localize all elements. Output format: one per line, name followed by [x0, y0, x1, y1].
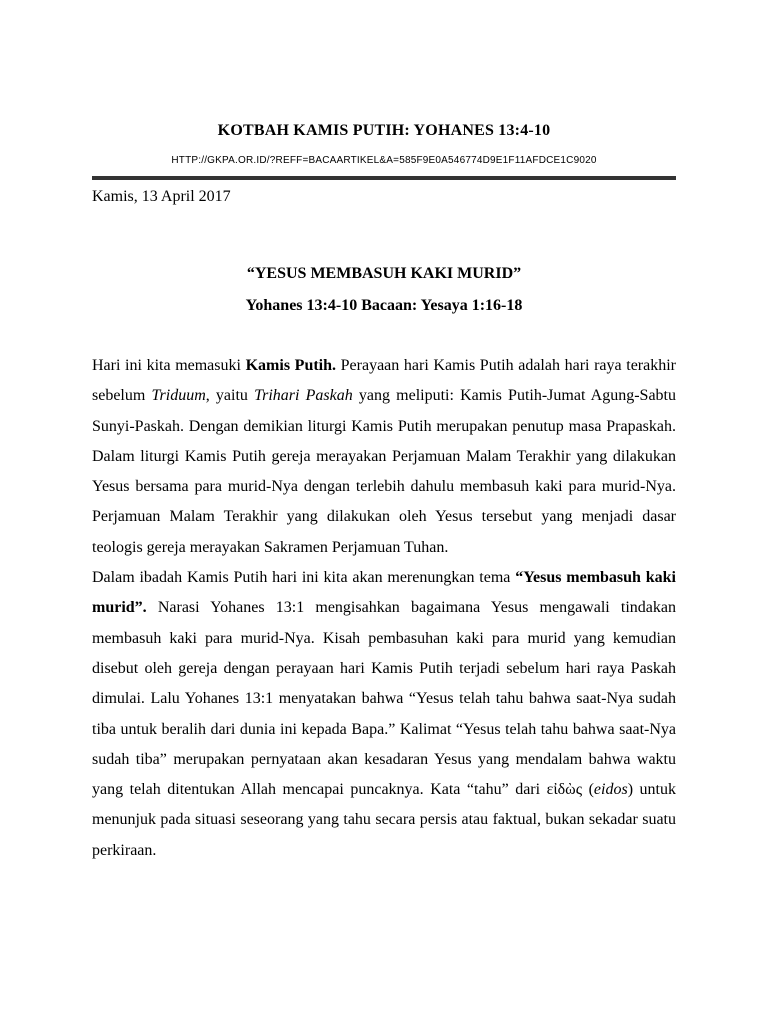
sermon-subtitle: Yohanes 13:4-10 Bacaan: Yesaya 1:16-18 — [245, 297, 523, 314]
text-run: yang meliputi: Kamis Putih-Jumat Agung-Sabtu Sunyi-Paskah. Dengan demikian liturgi Kamis Putih merupakan penutup masa Prapaskah. Dalam liturgi Kamis Putih gereja merayakan Perjamuan Malam Terakhir yang dilakukan Yesus bersama para murid-Nya dengan terlebih dahulu membasuh kaki para murid-Nya. Perjamuan Malam Terakhir yang dilakukan oleh Yesus tersebut yang menjadi dasar teologis gereja merayakan Sakramen Perjamuan Tuhan. — [92, 387, 677, 556]
text-run: ) untuk menunjuk pada situasi seseorang yang tahu secara persis atau faktual, bukan sekadar suatu perkiraan. — [92, 781, 676, 859]
text-run: , yaitu — [205, 387, 255, 405]
source-url[interactable]: HTTP://GKPA.OR.ID/?REFF=BACAARTIKEL&A=585F9E0A546774D9E1F11AFDCE1C9020 — [171, 155, 597, 166]
text-run: Dalam ibadah Kamis Putih hari ini kita akan merenungkan tema — [92, 569, 516, 587]
bold-run: Kamis Putih. — [245, 357, 337, 374]
sermon-date: Kamis, 13 April 2017 — [92, 188, 231, 205]
document-title: KOTBAH KAMIS PUTIH: YOHANES 13:4-10 — [217, 122, 551, 139]
header-divider — [92, 176, 676, 180]
italic-run: eidos — [593, 781, 628, 799]
italic-run: Trihari Paskah — [254, 387, 353, 405]
text-run: Hari ini kita memasuki — [92, 357, 246, 374]
italic-run: Triduum — [151, 387, 206, 405]
sermon-body — [92, 351, 676, 866]
text-run: Narasi Yohanes 13:1 mengisahkan bagaimana Yesus mengawali tindakan membasuh kaki para murid-Nya. Kisah pembasuhan kaki para murid yang kemudian disebut oleh gereja dengan perayaan hari Kamis Putih terjadi sebelum hari raya Paskah dimulai. Lalu Yohanes 13:1 menyatakan bahwa “Yesus telah tahu bahwa saat-Nya sudah tiba untuk beralih dari dunia ini kepada Bapa.” Kalimat “Yesus telah tahu bahwa saat-Nya sudah tiba” merupakan pernyataan akan kesadaran Yesus yang mendalam bahwa waktu yang telah ditentukan Allah mencapai puncaknya. Kata “tahu” dari εἰδὼς ( — [92, 599, 676, 799]
bold-run: “Yesus membasuh kaki murid”. — [92, 569, 676, 617]
paragraph-2 — [92, 563, 676, 866]
text-run: Perayaan hari Kamis Putih adalah hari raya terakhir sebelum — [92, 357, 677, 405]
paragraph-1 — [92, 351, 676, 563]
sermon-title: “YESUS MEMBASUH KAKI MURID” — [246, 265, 522, 282]
